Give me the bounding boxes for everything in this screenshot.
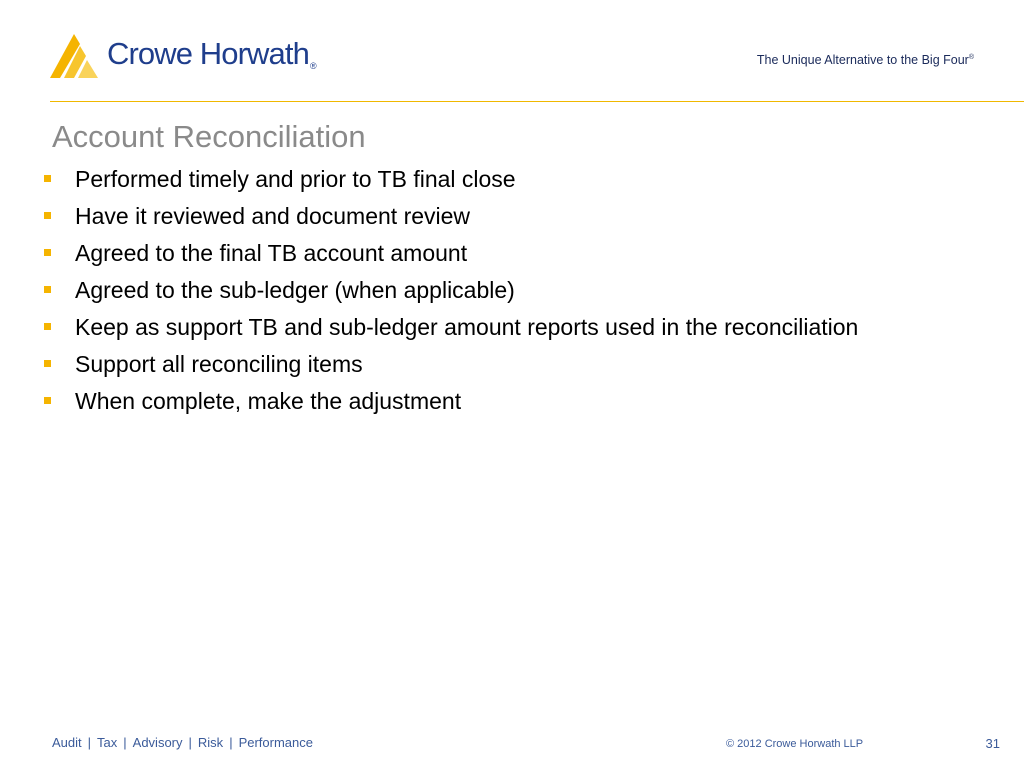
copyright: © 2012 Crowe Horwath LLP <box>726 738 864 750</box>
footer-separator: | <box>123 735 127 750</box>
bullet-text: Agreed to the sub-ledger (when applicable) <box>75 277 515 303</box>
slide-title: Account Reconciliation <box>52 119 366 154</box>
footer-separator: | <box>188 735 192 750</box>
tagline-text: The Unique Alternative to the Big Four <box>756 53 969 67</box>
bullet-text: Keep as support TB and sub-ledger amount reports used in the reconciliation <box>75 314 859 340</box>
footer-audit: Audit <box>52 735 82 750</box>
square-bullet-icon <box>44 212 51 219</box>
footer-advisory: Advisory <box>132 735 183 750</box>
bullet-text: Support all reconciling items <box>75 351 363 377</box>
footer-separator: | <box>229 735 233 750</box>
bullet-text: Agreed to the final TB account amount <box>75 240 468 266</box>
square-bullet-icon <box>44 323 51 330</box>
footer-performance: Performance <box>238 735 313 750</box>
footer-service-lines <box>52 735 313 750</box>
footer-tax: Tax <box>97 735 118 750</box>
bullet-text: Performed timely and prior to TB final close <box>75 166 516 192</box>
square-bullet-icon <box>44 360 51 367</box>
logo-mark-icon <box>50 32 100 78</box>
footer-separator: | <box>87 735 92 750</box>
bullet-text: Have it reviewed and document review <box>75 203 471 229</box>
tagline <box>757 53 974 67</box>
header-divider <box>50 101 1024 102</box>
logo-registered-mark: ® <box>309 61 317 71</box>
page-number: 31 <box>985 736 1000 751</box>
square-bullet-icon <box>44 286 51 293</box>
footer-risk: Risk <box>197 735 224 750</box>
square-bullet-icon <box>44 175 51 182</box>
square-bullet-icon <box>44 249 51 256</box>
bullet-text: When complete, make the adjustment <box>75 388 462 414</box>
tagline-registered-mark: ® <box>968 53 974 61</box>
logo-text: Crowe Horwath <box>107 36 309 71</box>
square-bullet-icon <box>44 397 51 404</box>
crowe-horwath-logo <box>50 32 320 80</box>
logo-wordmark <box>107 36 317 72</box>
